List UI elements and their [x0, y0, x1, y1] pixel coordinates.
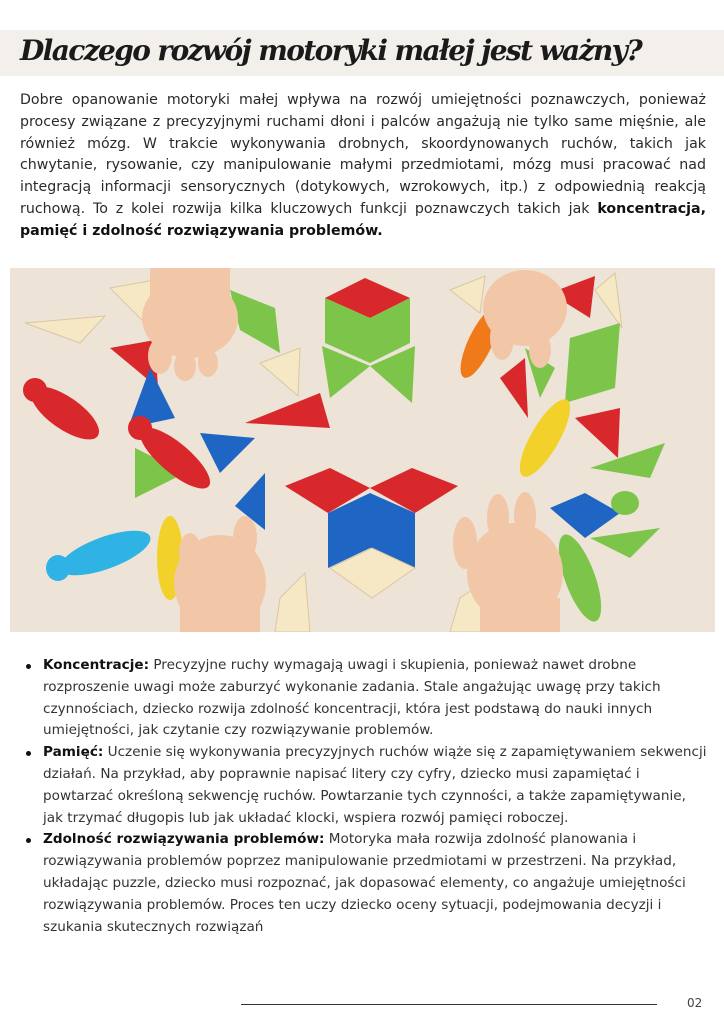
bullet-text: Motoryka mała rozwija zdolność planowania i rozwiązywania problemów poprzez manipulowanie przedmiotami w przestrzeni. Na przykład, układając puzzle, dziecko musi rozpoznać, jak dopasować elementy, co angażuje umiejętności rozwiązywania problemów. Proces ten uczy dziecko oceny sytuacji, podejmowania decyzji i szukania skutecznych rozwiązań: [43, 831, 686, 935]
bullet-term: Zdolność rozwiązywania problemów:: [43, 831, 325, 848]
bullet-text: Uczenie się wykonywania precyzyjnych ruchów wiąże się z zapamiętywaniem sekwencji działań. Na przykład, aby poprawnie napisać litery czy cyfry, dziecko musi zapamiętać i powtarzać określoną sekwencję ruchów. Powtarzanie tych czynności, a także zapamiętywanie, jak trzymać długopis lub jak układać klocki, wspiera rozwój pamięci roboczej.: [43, 744, 707, 826]
bullet-term: Pamięć:: [43, 744, 104, 761]
bullet-problem-solving: [20, 829, 710, 938]
bullet-dot-icon: [26, 664, 31, 669]
page-number: 02: [687, 996, 703, 1010]
page-title: Dlaczego rozwój motoryki małej jest ważny?: [20, 34, 642, 67]
intro-text: Dobre opanowanie motoryki małej wpływa na rozwój umiejętności poznawczych, ponieważ procesy związane z precyzyjnymi ruchami dłoni i palców angażują nie tylko same mięśnie, ale również mózg. W trakcie wykonywania drobnych, skoordynowanych ruchów, takich jak chwytanie, rysowanie, czy manipulowanie małymi przedmiotami, mózg musi pracować nad integracją informacji sensorycznych (dotykowych, wzrokowych, itp.) z odpowiednią reakcją ruchową. To z kolei rozwija kilka kluczowych funkcji poznawczych takich jak: [20, 92, 706, 217]
bullet-memory: [20, 742, 710, 829]
bullet-dot-icon: [26, 838, 31, 843]
bullet-dot-icon: [26, 751, 31, 756]
intro-bold-text: koncentracja, pamięć i zdolność rozwiązywania problemów.: [20, 200, 706, 239]
bullet-concentration: [20, 655, 710, 742]
child-hands-pattern-blocks-photo: [10, 268, 715, 632]
photo-illustration: [10, 268, 715, 632]
intro-paragraph: [20, 90, 706, 243]
footer-divider: [241, 1004, 657, 1005]
bullet-term: Koncentracje:: [43, 657, 150, 673]
skills-bullet-list: [20, 655, 710, 938]
bullet-text: Precyzyjne ruchy wymagają uwagi i skupienia, ponieważ nawet drobne rozproszenie uwagi może zaburzyć wykonanie zadania. Stale angażując uwagę przy takich czynnościach, dziecko rozwija zdolność koncentracji, która jest podstawą do nauki innych umiejętności, jak czytanie czy rozwiązywanie problemów.: [43, 657, 661, 739]
